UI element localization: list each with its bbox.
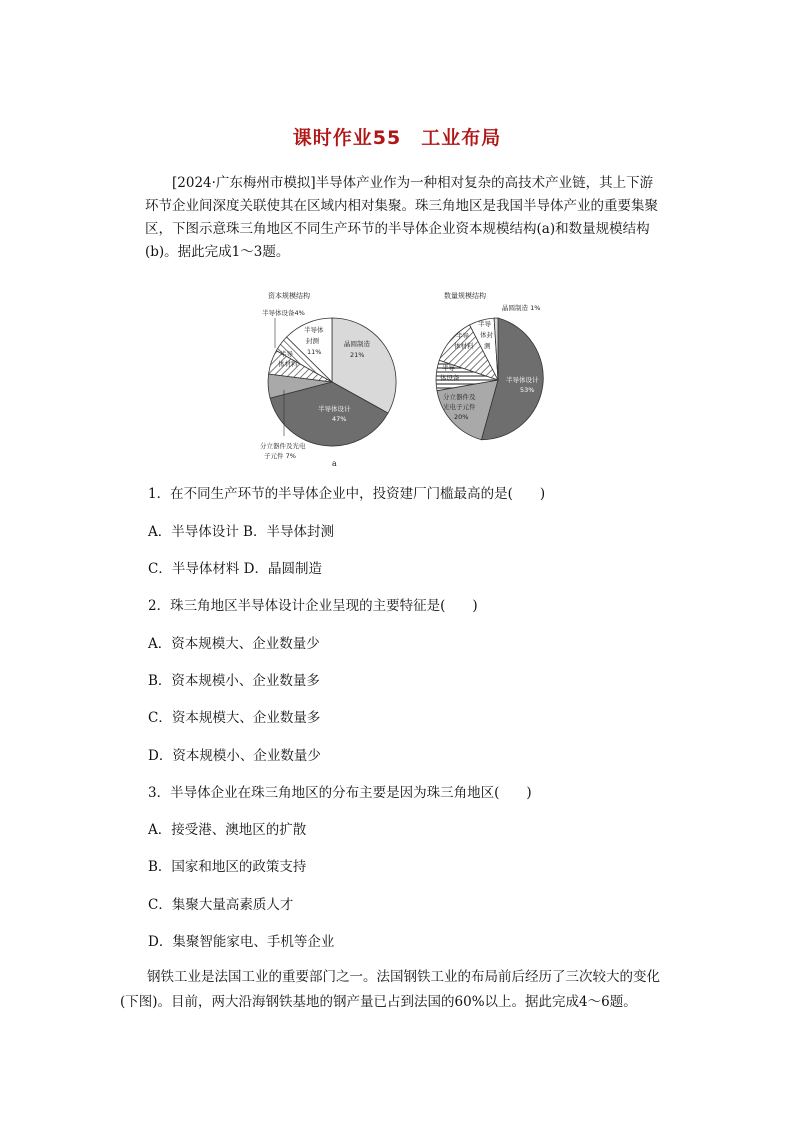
question-2-stem: 2．珠三角地区半导体设计企业呈现的主要特征是( ) xyxy=(148,598,478,614)
passage-2-paragraph: 钢铁工业是法国工业的重要部门之一。法国钢铁工业的布局前后经历了三次较大的变化(下图)。目前，两大沿海钢铁基地的钢产量已占到法国的60%以上。据此完成4～6题。 xyxy=(120,969,660,1010)
question-3-stem: 3．半导体企业在珠三角地区的分布主要是因为珠三角地区( ) xyxy=(148,785,532,801)
label-b-discrete-3: 20% xyxy=(454,413,469,421)
question-3-option-d: D．集聚智能家电、手机等企业 xyxy=(148,934,335,950)
label-b-discrete-2: 光电子元件 xyxy=(443,403,476,411)
label-a-material-1: 半导 xyxy=(280,350,293,358)
label-a-discrete-1: 分立器件及光电 xyxy=(260,442,306,450)
question-3-option-b: B．国家和地区的政策支持 xyxy=(148,859,307,875)
label-a-packaging-2: 封测 xyxy=(306,337,319,345)
caption-a: a xyxy=(332,459,337,468)
label-a-packaging-1: 半导体 xyxy=(304,326,324,334)
intro-paragraph: [2024·广东梅州市模拟]半导体产业作为一种相对复杂的高技术产业链，其上下游环节企业间深度关联使其在区域内相对集聚。珠三角地区是我国半导体产业的重要集聚区，下图示意珠三角地区不同生产环节的半导体企业资本规模结构(a)和数量规模结构(b)。据此完成1～3题。 xyxy=(145,175,658,260)
label-b-material-2: 体材料 xyxy=(454,342,474,350)
label-a-wafer-1: 晶圆制造 xyxy=(344,340,370,348)
question-2-option-c: C．资本规模大、企业数量多 xyxy=(148,710,321,726)
label-b-equipment-2: 体设备 xyxy=(440,374,460,382)
label-b-wafer: 晶圆制造 1% xyxy=(502,304,541,312)
label-b-packaging-1: 半导 xyxy=(478,320,491,328)
label-a-discrete-2: 子元件 7% xyxy=(264,452,296,460)
page-title: 课时作业55 工业布局 xyxy=(292,127,502,149)
label-a-packaging-3: 11% xyxy=(307,348,322,356)
question-3-option-a: A．接受港、澳地区的扩散 xyxy=(148,822,307,838)
question-1-stem: 1．在不同生产环节的半导体企业中，投资建厂门槛最高的是( ) xyxy=(148,486,546,502)
pie-charts-svg xyxy=(250,286,570,476)
question-2-option-b: B．资本规模小、企业数量多 xyxy=(148,673,320,689)
chart-b-title: 数量规模结构 xyxy=(444,292,486,300)
pie-a xyxy=(268,318,396,446)
question-1-option-ab: A．半导体设计 B．半导体封测 xyxy=(148,524,334,540)
label-b-discrete-1: 分立器件及 xyxy=(443,393,476,401)
question-3-option-c: C．集聚大量高素质人才 xyxy=(148,897,294,913)
label-a-wafer-2: 21% xyxy=(350,351,365,359)
label-a-material-2: 体材料 xyxy=(278,360,298,368)
question-2-option-a: A．资本规模大、企业数量少 xyxy=(148,636,320,652)
label-a-design-2: 47% xyxy=(332,415,347,423)
label-b-equipment-1: 半导 xyxy=(442,364,455,372)
label-b-packaging-3: 测 xyxy=(484,342,491,350)
question-2-option-d: D．资本规模小、企业数量少 xyxy=(148,748,321,764)
label-b-packaging-2: 体封 xyxy=(480,331,493,339)
label-a-design-1: 半导体设计 xyxy=(318,405,351,413)
chart-a-title: 资本规模结构 xyxy=(268,292,310,300)
pie-charts-figure xyxy=(250,286,570,476)
label-b-material-1: 半导 xyxy=(456,332,469,340)
label-b-design-1: 半导体设计 xyxy=(506,376,539,384)
label-b-design-2: 53% xyxy=(520,386,535,394)
question-1-option-cd: C．半导体材料 D．晶圆制造 xyxy=(148,561,322,577)
label-a-equipment: 半导体设备4% xyxy=(262,309,305,317)
